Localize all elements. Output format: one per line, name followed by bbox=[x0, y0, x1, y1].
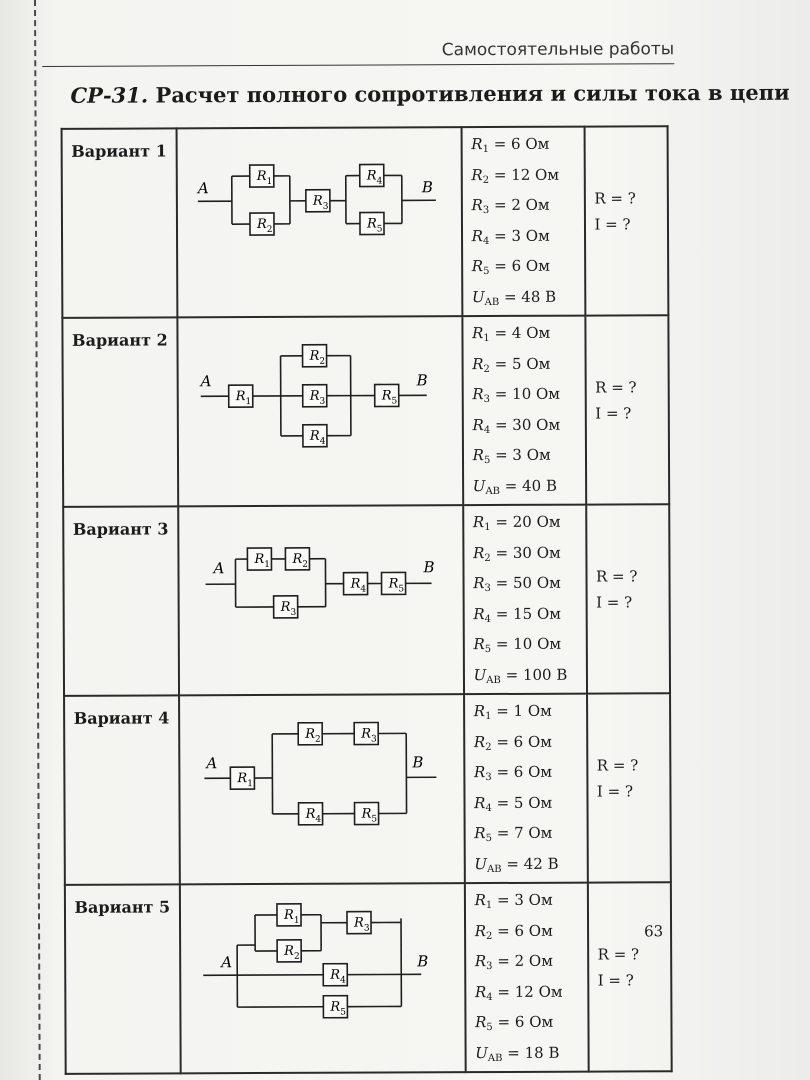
quantity-symbol: R bbox=[471, 165, 483, 184]
quantity-symbol: R bbox=[474, 921, 487, 940]
resistor-index-r5: 5 bbox=[371, 814, 377, 825]
quantity-index: 5 bbox=[484, 644, 492, 656]
variant-row bbox=[62, 126, 669, 318]
equals-sign: = bbox=[489, 256, 512, 276]
given-value-line bbox=[473, 443, 586, 474]
quantity-index: 3 bbox=[482, 205, 490, 217]
equals-sign: = bbox=[499, 287, 522, 306]
quantity-symbol: R bbox=[472, 415, 484, 434]
quantity-value: 10 Ом bbox=[513, 634, 562, 653]
given-values-cell bbox=[464, 883, 589, 1073]
variant-label-cell bbox=[65, 884, 181, 1073]
resistor-index-r1: 1 bbox=[245, 397, 252, 408]
quantity-symbol: R bbox=[473, 702, 486, 721]
quantity-symbol: R bbox=[474, 793, 486, 812]
terminal-a: A bbox=[200, 372, 212, 391]
quantity-index: 5 bbox=[486, 1022, 493, 1034]
quantity-index: 1 bbox=[485, 711, 492, 723]
equals-sign: = bbox=[492, 890, 515, 910]
given-value-line bbox=[475, 949, 588, 980]
resistor-index-r3: 3 bbox=[319, 396, 326, 407]
book-page bbox=[34, 0, 810, 1080]
quantity-index: 2 bbox=[484, 552, 491, 564]
quantity-value: 5 Ом bbox=[511, 354, 551, 373]
terminal-a: A bbox=[206, 754, 217, 773]
quantity-symbol: R bbox=[474, 982, 487, 1001]
given-value-line bbox=[474, 851, 587, 882]
quantity-value: 30 Ом bbox=[512, 543, 561, 562]
circuit-diagram-cell bbox=[180, 883, 466, 1073]
quantity-symbol: R bbox=[474, 952, 487, 971]
quantity-symbol: R bbox=[472, 324, 484, 343]
circuit-diagram bbox=[178, 317, 462, 472]
given-value-line bbox=[472, 254, 585, 285]
quantity-value: 6 Ом bbox=[513, 762, 553, 781]
given-values bbox=[465, 884, 588, 1072]
quantity-index: AB bbox=[484, 296, 500, 308]
given-value-line bbox=[473, 601, 586, 632]
given-value-line bbox=[472, 351, 585, 382]
quantity-index: 5 bbox=[485, 833, 492, 845]
terminal-b: B bbox=[416, 371, 428, 390]
given-value-line bbox=[474, 699, 587, 730]
quantity-symbol: R bbox=[473, 604, 485, 623]
resistor-label-r1: $R_1$ bbox=[235, 389, 252, 408]
quantity-index: 2 bbox=[485, 741, 492, 753]
unknown-r: R = ? bbox=[595, 378, 637, 397]
unknown-r: R = ? bbox=[596, 756, 639, 775]
quantity-value: 20 Ом bbox=[512, 512, 561, 531]
quantity-value: 6 Ом bbox=[513, 732, 552, 751]
terminal-a: A bbox=[213, 559, 225, 578]
resistor-label-r5: $R_5$ bbox=[388, 576, 404, 595]
quantity-symbol: R bbox=[472, 385, 484, 404]
equals-sign: = bbox=[492, 921, 515, 940]
resistor-label-r3: $R_3$ bbox=[353, 915, 370, 934]
unknown-r: R = ? bbox=[595, 567, 638, 586]
quantity-value: 4 Ом bbox=[511, 323, 551, 342]
resistor-index-r2: 2 bbox=[293, 951, 300, 962]
quantity-symbol: U bbox=[471, 287, 485, 306]
resistor-label-r2: $R_2$ bbox=[292, 551, 308, 570]
header-rule bbox=[42, 63, 674, 67]
given-value-line bbox=[472, 321, 585, 352]
circuit-diagram bbox=[177, 128, 461, 283]
resistor-label-r1: $R_1$ bbox=[254, 552, 270, 571]
equals-sign: = bbox=[492, 1012, 515, 1032]
equals-sign: = bbox=[500, 665, 523, 684]
circuit-diagram bbox=[181, 884, 465, 1039]
resistor-index-r1: 1 bbox=[293, 915, 300, 926]
given-values bbox=[464, 506, 587, 694]
resistor-index-r2: 2 bbox=[319, 356, 325, 367]
resistor-index-r3: 3 bbox=[370, 734, 377, 745]
quantity-value: 2 Ом bbox=[511, 195, 550, 214]
resistor-label-r2: $R_2$ bbox=[256, 216, 273, 235]
running-head: Самостоятельные работы bbox=[441, 39, 675, 61]
quantity-index: 5 bbox=[483, 455, 491, 467]
equals-sign: = bbox=[501, 854, 524, 873]
unknowns-cell bbox=[588, 882, 671, 1071]
unknown-i: I = ? bbox=[596, 782, 634, 801]
terminal-a: A bbox=[220, 953, 232, 972]
quantity-index: 1 bbox=[484, 522, 491, 534]
resistor-index-r3: 3 bbox=[363, 923, 370, 934]
resistor-index-r4: 4 bbox=[319, 436, 326, 447]
quantity-index: AB bbox=[487, 863, 502, 875]
page-number: 63 bbox=[644, 922, 664, 941]
quantity-value: 3 Ом bbox=[512, 445, 551, 464]
quantity-value: 12 Ом bbox=[514, 982, 563, 1001]
unknowns bbox=[586, 127, 667, 237]
quantity-symbol: U bbox=[474, 854, 488, 873]
equals-sign: = bbox=[489, 384, 513, 404]
unknown-i: I = ? bbox=[597, 971, 634, 990]
quantity-value: 5 Ом bbox=[513, 793, 553, 812]
given-value-line bbox=[474, 760, 587, 791]
given-values bbox=[462, 128, 585, 316]
unknowns-cell bbox=[586, 315, 669, 504]
variant-row bbox=[65, 882, 672, 1074]
variant-label: Вариант 2 bbox=[71, 330, 168, 350]
unknown-r: R = ? bbox=[597, 945, 640, 964]
resistor-label-r3: $R_3$ bbox=[360, 726, 377, 745]
equals-sign: = bbox=[490, 543, 513, 562]
quantity-index: 1 bbox=[483, 333, 490, 345]
quantity-symbol: R bbox=[473, 763, 486, 782]
resistor-index-r5: 5 bbox=[339, 1007, 346, 1018]
quantity-symbol: R bbox=[475, 1013, 487, 1032]
terminal-b: B bbox=[423, 558, 435, 577]
quantity-index: 3 bbox=[486, 961, 493, 973]
equals-sign: = bbox=[489, 323, 512, 343]
given-values bbox=[463, 317, 586, 505]
quantity-symbol: R bbox=[471, 257, 484, 276]
quantity-value: 100 В bbox=[522, 665, 568, 684]
resistor-label-r1: $R_1$ bbox=[237, 771, 253, 790]
quantity-index: AB bbox=[486, 674, 501, 686]
quantity-index: 3 bbox=[483, 394, 491, 406]
quantity-symbol: R bbox=[471, 135, 483, 154]
equals-sign: = bbox=[490, 604, 514, 623]
unknowns-cell bbox=[587, 693, 670, 882]
wire bbox=[203, 974, 421, 975]
given-value-line bbox=[472, 382, 585, 413]
quantity-value: 6 Ом bbox=[514, 921, 553, 940]
resistor-label-r5: $R_5$ bbox=[366, 216, 383, 235]
circuit-diagram bbox=[180, 695, 464, 850]
terminal-b: B bbox=[412, 753, 424, 772]
resistor-label-r4: $R_4$ bbox=[350, 576, 366, 595]
quantity-index: 2 bbox=[482, 174, 490, 186]
given-value-line bbox=[472, 412, 585, 443]
quantity-symbol: R bbox=[474, 824, 486, 843]
variant-row bbox=[63, 504, 670, 696]
given-value-line bbox=[475, 918, 588, 949]
quantity-symbol: R bbox=[473, 732, 486, 751]
given-value-line bbox=[474, 790, 587, 821]
variant-row bbox=[62, 315, 669, 507]
given-value-line bbox=[473, 540, 586, 571]
equals-sign: = bbox=[490, 445, 513, 465]
quantity-index: 1 bbox=[482, 144, 489, 156]
quantity-value: 7 Ом bbox=[514, 823, 553, 842]
given-values bbox=[465, 695, 588, 883]
given-value-line bbox=[471, 132, 584, 163]
quantity-symbol: R bbox=[472, 446, 484, 465]
resistor-index-r2: 2 bbox=[266, 224, 273, 235]
equals-sign: = bbox=[491, 762, 514, 782]
resistor-label-r5: $R_5$ bbox=[381, 388, 398, 407]
quantity-symbol: R bbox=[471, 226, 483, 245]
resistor-label-r4: $R_4$ bbox=[366, 168, 383, 187]
circuit-diagram-cell bbox=[177, 316, 463, 506]
quantity-index: 2 bbox=[483, 363, 490, 375]
quantity-value: 18 В bbox=[524, 1043, 560, 1062]
circuit-diagram-cell bbox=[176, 127, 462, 317]
resistor-index-r1: 1 bbox=[266, 176, 273, 187]
resistor-index-r3: 3 bbox=[322, 201, 329, 212]
resistor-label-r1: $R_1$ bbox=[283, 907, 300, 926]
resistor-index-r1: 1 bbox=[246, 779, 253, 790]
quantity-symbol: R bbox=[474, 891, 486, 910]
quantity-index: 3 bbox=[484, 583, 491, 595]
unknowns-cell bbox=[587, 504, 670, 693]
resistor-index-r5: 5 bbox=[376, 224, 383, 235]
given-values-cell bbox=[462, 316, 587, 506]
quantity-index: 4 bbox=[483, 424, 491, 436]
quantity-value: 1 Ом bbox=[513, 701, 552, 720]
given-value-line bbox=[475, 888, 588, 919]
quantity-symbol: U bbox=[472, 476, 486, 495]
quantity-index: 4 bbox=[485, 802, 492, 814]
variant-label-cell bbox=[62, 317, 178, 506]
given-value-line bbox=[475, 979, 588, 1010]
quantity-index: 4 bbox=[486, 991, 493, 1003]
given-values-cell bbox=[461, 127, 586, 317]
quantity-value: 42 В bbox=[523, 854, 559, 873]
given-value-line bbox=[473, 510, 586, 541]
resistor-label-r5: $R_5$ bbox=[330, 999, 346, 1018]
terminal-b: B bbox=[416, 952, 429, 971]
unknowns-cell bbox=[585, 126, 668, 315]
quantity-value: 10 Ом bbox=[512, 384, 560, 403]
circuit-diagram-cell bbox=[178, 505, 464, 695]
resistor-label-r1: $R_1$ bbox=[256, 168, 273, 187]
resistor-index-r4: 4 bbox=[360, 584, 366, 595]
quantity-value: 40 В bbox=[522, 476, 558, 495]
equals-sign: = bbox=[492, 982, 515, 1001]
quantity-value: 6 Ом bbox=[511, 256, 550, 275]
equals-sign: = bbox=[488, 134, 512, 154]
quantity-value: 3 Ом bbox=[511, 226, 550, 245]
resistor-index-r4: 4 bbox=[339, 975, 346, 986]
equals-sign: = bbox=[491, 823, 515, 843]
quantity-value: 15 Ом bbox=[513, 604, 561, 623]
resistor-index-r2: 2 bbox=[314, 734, 321, 745]
given-value-line bbox=[474, 821, 587, 852]
quantity-value: 48 В bbox=[521, 287, 557, 306]
quantity-value: 30 Ом bbox=[512, 415, 561, 434]
quantity-index: 3 bbox=[485, 772, 492, 784]
circuit-diagram-cell bbox=[179, 694, 465, 884]
given-value-line bbox=[473, 473, 586, 504]
quantity-value: 3 Ом bbox=[514, 890, 553, 909]
quantity-value: 6 Ом bbox=[514, 1012, 554, 1031]
resistor-label-r5: $R_5$ bbox=[361, 806, 377, 825]
resistor-index-r1: 1 bbox=[263, 559, 270, 571]
given-value-line bbox=[474, 662, 587, 693]
equals-sign: = bbox=[489, 354, 513, 373]
resistor-index-r3: 3 bbox=[290, 607, 296, 618]
quantity-symbol: R bbox=[472, 513, 485, 532]
given-value-line bbox=[475, 1040, 588, 1071]
resistor-index-r2: 2 bbox=[301, 559, 308, 570]
unknowns bbox=[588, 694, 669, 804]
circuit-diagram bbox=[179, 506, 463, 661]
resistor-label-r3: $R_3$ bbox=[309, 388, 326, 407]
resistor-label-r3: $R_3$ bbox=[280, 599, 296, 618]
unknowns bbox=[588, 505, 669, 615]
variant-label: Вариант 5 bbox=[74, 897, 171, 917]
equals-sign: = bbox=[490, 415, 513, 434]
variant-label-cell bbox=[63, 506, 179, 695]
equals-sign: = bbox=[491, 634, 514, 654]
variant-label-cell bbox=[64, 695, 180, 884]
equals-sign: = bbox=[491, 701, 514, 721]
given-value-line bbox=[473, 571, 586, 602]
quantity-index: 4 bbox=[484, 613, 492, 625]
resistor-label-r2: $R_2$ bbox=[283, 943, 300, 962]
resistor-index-r5: 5 bbox=[398, 584, 404, 595]
quantity-symbol: U bbox=[473, 665, 487, 684]
unknown-i: I = ? bbox=[595, 404, 632, 423]
given-value-line bbox=[475, 1010, 588, 1041]
resistor-label-r2: $R_2$ bbox=[309, 348, 325, 367]
quantity-index: 4 bbox=[482, 235, 490, 247]
variant-label: Вариант 1 bbox=[71, 141, 167, 161]
resistor-index-r5: 5 bbox=[391, 396, 398, 407]
quantity-index: AB bbox=[487, 1052, 503, 1064]
quantity-symbol: R bbox=[473, 574, 485, 593]
quantity-symbol: R bbox=[471, 196, 483, 215]
quantity-symbol: R bbox=[473, 543, 485, 562]
variants-table bbox=[61, 125, 673, 1075]
page-title bbox=[70, 79, 790, 108]
equals-sign: = bbox=[492, 951, 515, 971]
equals-sign: = bbox=[489, 195, 512, 215]
equals-sign: = bbox=[491, 793, 514, 812]
work-title: Расчет полного сопротивления и силы тока в цепи bbox=[155, 79, 790, 108]
given-values-cell bbox=[463, 505, 588, 695]
resistor-index-r4: 4 bbox=[376, 176, 383, 187]
equals-sign: = bbox=[489, 165, 512, 184]
equals-sign: = bbox=[489, 226, 512, 245]
terminal-a: A bbox=[197, 179, 209, 198]
resistor-label-r4: $R_4$ bbox=[329, 967, 346, 986]
resistor-label-r3: $R_3$ bbox=[312, 193, 329, 212]
quantity-symbol: R bbox=[473, 635, 485, 654]
variant-row bbox=[64, 693, 671, 885]
equals-sign: = bbox=[490, 573, 513, 593]
given-value-line bbox=[471, 162, 584, 193]
unknown-i: I = ? bbox=[596, 593, 633, 612]
quantity-index: 1 bbox=[485, 900, 493, 912]
quantity-value: 2 Ом bbox=[514, 951, 553, 970]
variant-label-cell bbox=[62, 128, 178, 317]
given-value-line bbox=[471, 193, 584, 224]
resistor-label-r4: $R_4$ bbox=[305, 806, 321, 825]
resistor-label-r4: $R_4$ bbox=[309, 428, 326, 447]
terminal-b: B bbox=[421, 178, 433, 197]
quantity-value: 50 Ом bbox=[512, 573, 561, 592]
given-value-line bbox=[474, 729, 587, 760]
resistor-label-r2: $R_2$ bbox=[304, 726, 321, 745]
given-values-cell bbox=[464, 694, 589, 884]
variant-label: Вариант 3 bbox=[72, 519, 169, 539]
unknown-i: I = ? bbox=[594, 215, 631, 234]
equals-sign: = bbox=[502, 1043, 525, 1062]
unknown-r: R = ? bbox=[594, 189, 636, 208]
equals-sign: = bbox=[491, 732, 514, 751]
quantity-value: 12 Ом bbox=[511, 165, 560, 184]
work-code: СР-31. bbox=[70, 82, 149, 108]
quantity-symbol: R bbox=[472, 354, 484, 373]
given-value-line bbox=[472, 284, 585, 315]
equals-sign: = bbox=[490, 512, 513, 532]
quantity-value: 6 Ом bbox=[510, 134, 550, 153]
given-value-line bbox=[472, 223, 585, 254]
quantity-index: 2 bbox=[485, 930, 493, 942]
variant-label: Вариант 4 bbox=[73, 708, 170, 728]
quantity-symbol: U bbox=[475, 1043, 488, 1062]
given-value-line bbox=[473, 632, 586, 663]
quantity-index: 5 bbox=[483, 266, 490, 278]
resistor-index-r4: 4 bbox=[315, 814, 321, 825]
equals-sign: = bbox=[499, 476, 523, 495]
unknowns bbox=[587, 316, 668, 426]
quantity-index: AB bbox=[485, 485, 501, 497]
